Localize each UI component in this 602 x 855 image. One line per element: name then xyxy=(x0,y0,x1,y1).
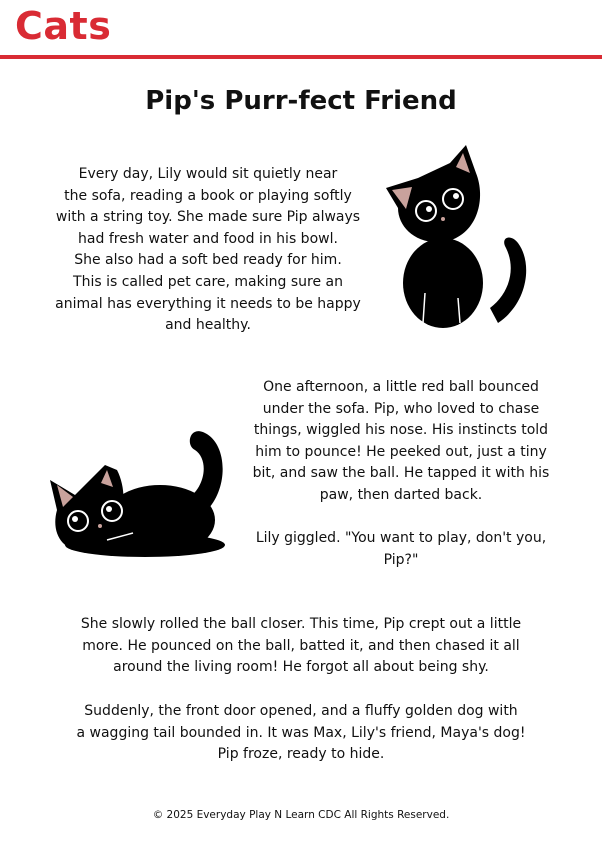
text-line: One afternoon, a little red ball bounced xyxy=(263,379,539,395)
header-divider xyxy=(0,55,602,59)
text-line: under the sofa. Pip, who loved to chase xyxy=(262,400,540,417)
text-line: bit, and saw the ball. He tapped it with his xyxy=(252,465,550,482)
lying-black-cat-illustration xyxy=(45,425,230,560)
story-title: Pip's Purr-fect Friend xyxy=(145,86,457,116)
paragraph-pounce xyxy=(20,614,582,679)
text-line: She slowly rolled the ball closer. This time, Pip crept out a little xyxy=(80,616,522,632)
text-line: Pip froze, ready to hide. xyxy=(217,746,385,763)
text-line: him to pounce! He peeked out, just a tiny xyxy=(255,443,547,460)
text-line: around the living room! He forgot all about being shy. xyxy=(113,659,489,676)
paragraph-pet-care xyxy=(40,164,376,337)
text-line: This is called pet care, making sure an xyxy=(73,273,343,290)
text-line: with a string toy. She made sure Pip always xyxy=(55,209,361,226)
text-line: Lily giggled. "You want to play, don't you, xyxy=(255,530,547,547)
paragraph-max-arrives xyxy=(20,701,582,766)
text-line: She also had a soft bed ready for him. xyxy=(74,252,342,269)
text-line: Pip?" xyxy=(383,551,419,568)
copyright-footer: © 2025 Everyday Play N Learn CDC All Rights Reserved. xyxy=(152,809,450,821)
text-line: paw, then darted back. xyxy=(319,486,483,503)
text-line: had fresh water and food in his bowl. xyxy=(78,230,338,247)
paragraph-red-ball xyxy=(243,377,559,571)
text-line: a wagging tail bounded in. It was Max, Lily's friend, Maya's dog! xyxy=(76,724,526,741)
text-line: Every day, Lily would sit quietly near xyxy=(78,166,338,182)
text-line: Suddenly, the front door opened, and a fluffy golden dog with xyxy=(84,703,518,719)
sitting-black-cat-illustration xyxy=(378,143,528,328)
text-line: and healthy. xyxy=(165,317,251,334)
text-line: things, wiggled his nose. His instincts told xyxy=(253,422,549,439)
brand-title: Cats xyxy=(15,4,112,48)
text-line: the sofa, reading a book or playing softly xyxy=(64,187,352,204)
text-line: more. He pounced on the ball, batted it, and then chased it all xyxy=(82,637,520,654)
text-line: animal has everything it needs to be happy xyxy=(55,295,361,312)
